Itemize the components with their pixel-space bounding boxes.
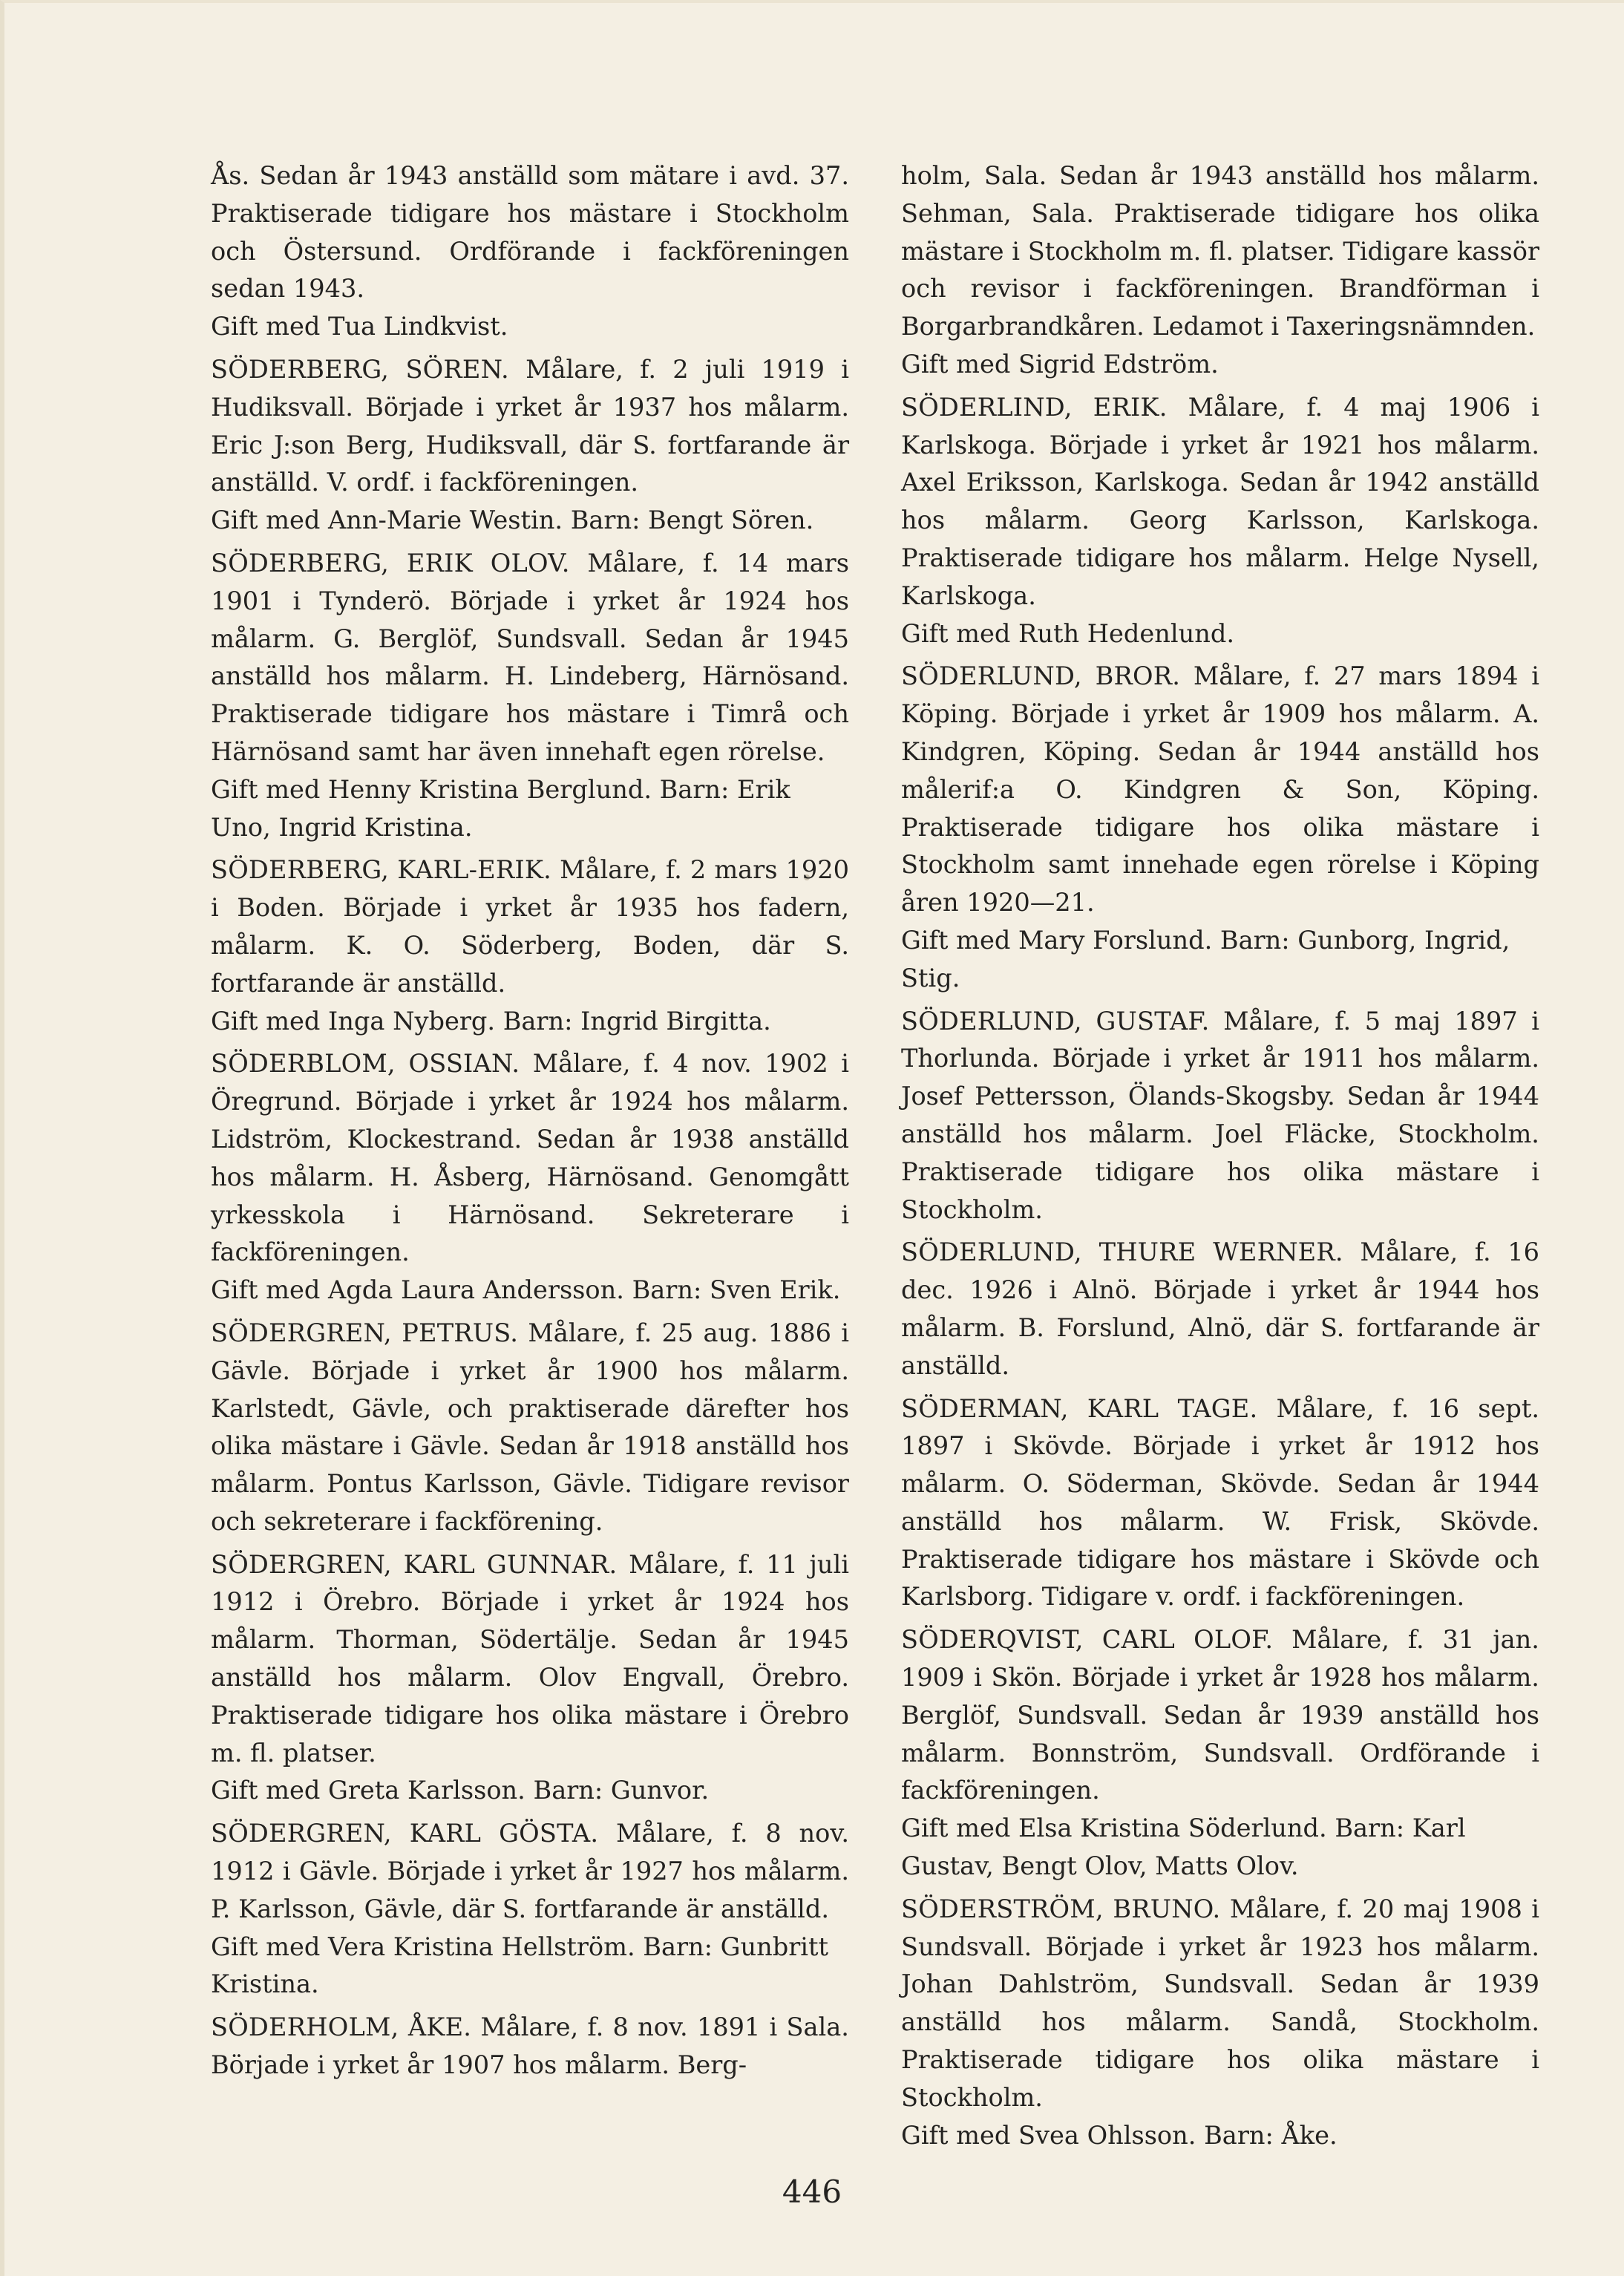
entry-body: Målare, f. 2 juli 1919 i Hudiksvall. Började i yrket år 1937 hos målarm. Eric J:son Berg, Hudiksvall, där S. fortfarande är anställd. V. ordf. i fackföreningen. [211, 354, 849, 497]
entry-body: Målare, f. 27 mars 1894 i Köping. Började i yrket år 1909 hos målarm. A. Kindgren, Köping. Sedan år 1944 anställd hos målerif:a O. Kindgren & Son, Köping. Praktiserade tidigare hos olika mästare i Stockholm samt innehade egen rörelse i Köping åren 1920—21. [901, 661, 1539, 918]
entry-body: Målare, f. 8 nov. 1891 i Sala. Började i yrket år 1907 hos målarm. Berg- [211, 2012, 849, 2080]
entry-text [901, 1003, 1539, 1229]
entry-body: Målare, f. 16 dec. 1926 i Alnö. Började i yrket år 1944 hos målarm. B. Forslund, Alnö, där S. fortfarande är anställd. [901, 1237, 1539, 1380]
entry-name: SÖDERBLOM, OSSIAN. [211, 1049, 520, 1079]
entry-body: Målare, f. 14 mars 1901 i Tynderö. Började i yrket år 1924 hos målarm. G. Berglöf, Sundsvall. Sedan år 1945 anställd hos målarm. H. Lindeberg, Härnösand. Praktiserade tidigare hos mästare i Timrå och Härnösand samt har även innehaft egen rörelse. [211, 548, 849, 766]
entry-body: Ås. Sedan år 1943 anställd som mätare i avd. 37. Praktiserade tidigare hos mästare i Stockholm och Östersund. Ordförande i fackföreningen sedan 1943. [211, 161, 849, 304]
entry-family: Gift med Sigrid Edström. [901, 349, 1219, 379]
entry-name: SÖDERGREN, KARL GUNNAR. [211, 1549, 618, 1579]
entry-name: SÖDERLUND, THURE WERNER. [901, 1237, 1343, 1267]
left-column [211, 157, 849, 2090]
biography-entry [901, 1003, 1539, 1229]
entry-family: Gift med Inga Nyberg. Barn: Ingrid Birgitta. [211, 1006, 771, 1036]
entry-family: Gift med Elsa Kristina Söderlund. Barn: Karl Gustav, Bengt Olov, Matts Olov. [901, 1814, 1466, 1881]
entry-text [901, 389, 1539, 615]
entry-text [211, 1546, 849, 1773]
entry-text [211, 1815, 849, 1928]
entry-text [901, 1234, 1539, 1384]
biography-entry [901, 658, 1539, 997]
entry-family: Gift med Tua Lindkvist. [211, 312, 508, 341]
entry-body: Målare, f. 2 mars 1920 i Boden. Började i yrket år 1935 hos fadern, målarm. K. O. Söderberg, Boden, där S. fortfarande är anställd. [211, 855, 849, 998]
entry-text [901, 1390, 1539, 1617]
entry-name: SÖDERHOLM, ÅKE. [211, 2012, 472, 2042]
entry-body: Målare, f. 16 sept. 1897 i Skövde. Började i yrket år 1912 hos målarm. O. Söderman, Skövde. Sedan år 1944 anställd hos målarm. W. Frisk, Skövde. Praktiserade tidigare hos mästare i Skövde och Karlsborg. Tidigare v. ordf. i fackföreningen. [901, 1393, 1540, 1612]
entry-name: SÖDERLUND, GUSTAF. [901, 1006, 1210, 1036]
biography-entry [211, 2009, 849, 2084]
entry-body: Målare, f. 11 juli 1912 i Örebro. Började i yrket år 1924 hos målarm. Thorman, Södertälje. Sedan år 1945 anställd hos målarm. Olov Engvall, Örebro. Praktiserade tidigare hos olika mästare i Örebro m. fl. platser. [211, 1549, 849, 1768]
entry-body: Målare, f. 31 jan. 1909 i Skön. Började i yrket år 1928 hos målarm. Berglöf, Sundsvall. Sedan år 1939 anställd hos målarm. Bonnström, Sundsvall. Ordförande i fackföreningen. [901, 1625, 1539, 1805]
entry-family: Gift med Svea Ohlsson. Barn: Åke. [901, 2120, 1337, 2150]
right-column [901, 157, 1539, 2159]
entry-family: Gift med Greta Karlsson. Barn: Gunvor. [211, 1776, 710, 1805]
entry-text [211, 1045, 849, 1272]
biography-entry [211, 1815, 849, 2004]
entry-text [901, 157, 1539, 346]
entry-body: Målare, f. 8 nov. 1912 i Gävle. Började i yrket år 1927 hos målarm. P. Karlsson, Gävle, där S. fortfarande är anställd. [211, 1819, 850, 1923]
biography-entry [901, 1390, 1539, 1617]
entry-text [211, 545, 849, 771]
biography-entry [211, 1045, 849, 1309]
entry-text [901, 1891, 1539, 2117]
entry-text [211, 157, 849, 308]
entry-body: Målare, f. 4 nov. 1902 i Öregrund. Började i yrket år 1924 hos målarm. Lidström, Klockestrand. Sedan år 1938 anställd hos målarm. H. Åsberg, Härnösand. Genomgått yrkesskola i Härnösand. Sekreterare i fackföreningen. [211, 1049, 849, 1267]
entry-text [211, 851, 849, 1002]
biography-entry [211, 1315, 849, 1541]
entry-body: Målare, f. 4 maj 1906 i Karlskoga. Började i yrket år 1921 hos målarm. Axel Eriksson, Karlskoga. Sedan år 1942 anställd hos målarm. Georg Karlsson, Karlskoga. Praktiserade tidigare hos målarm. Helge Nysell, Karlskoga. [901, 392, 1539, 610]
entry-text [901, 1621, 1539, 1810]
biography-entry [211, 351, 849, 540]
entry-body: holm, Sala. Sedan år 1943 anställd hos målarm. Sehman, Sala. Praktiserade tidigare hos olika mästare i Stockholm m. fl. platser. Tidigare kassör och revisor i fackföreningen. Brandförman i Borgarbrandkåren. Ledamot i Taxeringsnämnden. [901, 161, 1539, 341]
entry-name: SÖDERBERG, SÖREN. [211, 354, 509, 384]
entry-name: SÖDERSTRÖM, BRUNO. [901, 1894, 1221, 1923]
entry-name: SÖDERGREN, PETRUS. [211, 1318, 519, 1347]
entry-family: Gift med Henny Kristina Berglund. Barn: Erik Uno, Ingrid Kristina. [211, 774, 790, 842]
biography-entry [211, 545, 849, 846]
entry-family: Gift med Mary Forslund. Barn: Gunborg, Ingrid, Stig. [901, 925, 1510, 993]
biography-entry [901, 157, 1539, 384]
page-number: 446 [782, 2174, 842, 2210]
entry-name: SÖDERLIND, ERIK. [901, 392, 1168, 422]
biography-entry [901, 1891, 1539, 2155]
entry-family: Gift med Ann-Marie Westin. Barn: Bengt Sören. [211, 506, 814, 535]
biography-entry [211, 851, 849, 1040]
entry-family: Gift med Ruth Hedenlund. [901, 618, 1235, 648]
entry-name: SÖDERLUND, BROR. [901, 661, 1181, 691]
biography-entry [211, 157, 849, 346]
entry-name: SÖDERGREN, KARL GÖSTA. [211, 1819, 599, 1848]
biography-entry [211, 1546, 849, 1811]
entry-name: SÖDERQVIST, CARL OLOF. [901, 1625, 1274, 1655]
entry-name: SÖDERMAN, KARL TAGE. [901, 1393, 1258, 1423]
entry-text [901, 658, 1539, 922]
entry-body: Målare, f. 20 maj 1908 i Sundsvall. Började i yrket år 1923 hos målarm. Johan Dahlström, Sundsvall. Sedan år 1939 anställd hos målarm. Sandå, Stockholm. Praktiserade tidigare hos olika mästare i Stockholm. [901, 1894, 1539, 2112]
entry-body: Målare, f. 5 maj 1897 i Thorlunda. Började i yrket år 1911 hos målarm. Josef Pettersson, Ölands-Skogsby. Sedan år 1944 anställd hos målarm. Joel Fläcke, Stockholm. Praktiserade tidigare hos olika mästare i Stockholm. [901, 1006, 1540, 1224]
entry-text [211, 1315, 849, 1541]
entry-family: Gift med Agda Laura Andersson. Barn: Sven Erik. [211, 1275, 841, 1305]
biography-entry [901, 1234, 1539, 1384]
entry-name: SÖDERBERG, ERIK OLOV. [211, 548, 570, 578]
biography-entry [901, 389, 1539, 653]
entry-text [211, 351, 849, 502]
entry-text [211, 2009, 849, 2084]
biography-entry [901, 1621, 1539, 1886]
entry-name: SÖDERBERG, KARL-ERIK. [211, 855, 552, 885]
entry-family: Gift med Vera Kristina Hellström. Barn: Gunbritt Kristina. [211, 1932, 828, 1999]
entry-body: Målare, f. 25 aug. 1886 i Gävle. Började i yrket år 1900 hos målarm. Karlstedt, Gävle, och praktiserade därefter hos olika mästare i Gävle. Sedan år 1918 anställd hos målarm. Pontus Karlsson, Gävle. Tidigare revisor och sekreterare i fackförening. [211, 1318, 849, 1536]
